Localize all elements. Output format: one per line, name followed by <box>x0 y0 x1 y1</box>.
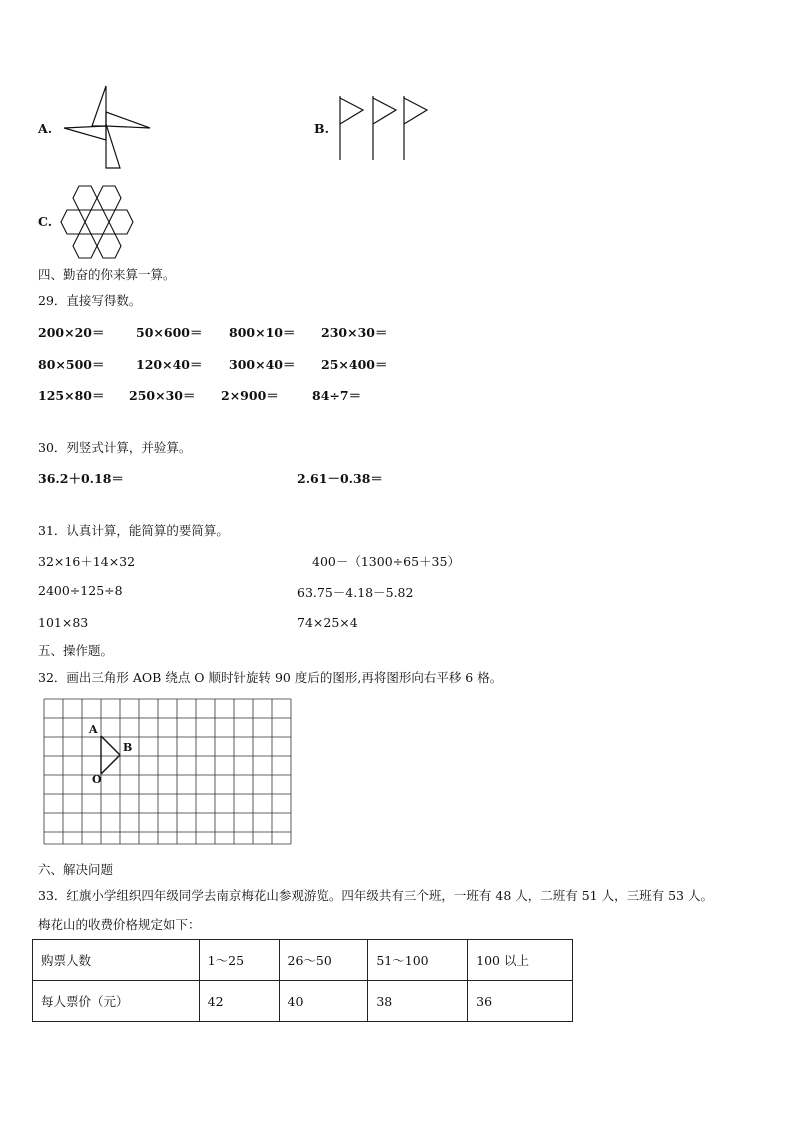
q29-item: 2×900＝ <box>221 388 279 403</box>
section-6-title: 六、解决问题 <box>38 862 114 877</box>
point-o-label: O <box>92 773 102 786</box>
drawing-grid[interactable] <box>43 698 298 846</box>
q29-title: 29．直接写得数。 <box>38 293 142 308</box>
section-5-title: 五、操作题。 <box>38 643 114 658</box>
table-cell: 40 <box>279 981 368 1022</box>
table-row <box>33 940 573 981</box>
flags-figure <box>335 94 435 162</box>
pinwheel-figure <box>60 84 155 176</box>
q33-subtitle: 梅花山的收费价格规定如下： <box>38 917 201 932</box>
q29-item: 800×10＝ <box>229 325 296 340</box>
q31-item: 400－（1300÷65＋35） <box>312 554 460 569</box>
option-b-label: B. <box>314 121 329 136</box>
table-cell: 42 <box>199 981 279 1022</box>
q30-title: 30．列竖式计算，并验算。 <box>38 440 192 455</box>
q30-item: 36.2＋0.18＝ <box>38 471 124 486</box>
q32-title: 32．画出三角形 AOB 绕点 O 顺时针旋转 90 度后的图形,再将图形向右平移 6 格。 <box>38 670 503 685</box>
q29-item: 120×40＝ <box>136 357 203 372</box>
triangle-side-ab <box>101 736 120 755</box>
option-a-label: A. <box>38 121 53 136</box>
q29-item: 125×80＝ <box>38 388 105 403</box>
q29-item: 250×30＝ <box>129 388 196 403</box>
table-cell: 26～50 <box>279 940 368 981</box>
table-cell: 购票人数 <box>33 940 200 981</box>
q29-item: 230×30＝ <box>321 325 388 340</box>
q29-item: 200×20＝ <box>38 325 105 340</box>
q31-item: 2400÷125÷8 <box>38 583 123 598</box>
q31-item: 74×25×4 <box>297 615 358 630</box>
table-cell: 38 <box>368 981 468 1022</box>
q33-title: 33．红旗小学组织四年级同学去南京梅花山参观游览。四年级共有三个班，一班有 48 人，二班有 51 人，三班有 53 人。 <box>38 888 713 903</box>
q29-item: 80×500＝ <box>38 357 105 372</box>
table-cell: 1～25 <box>199 940 279 981</box>
q30-item: 2.61－0.38＝ <box>297 471 383 486</box>
table-cell: 51～100 <box>368 940 468 981</box>
option-c-label: C. <box>38 214 53 229</box>
hexagons-figure <box>60 181 142 261</box>
point-a-label: A <box>89 723 98 736</box>
triangle-side-bo <box>101 755 120 774</box>
q31-item: 101×83 <box>38 615 89 630</box>
q29-item: 84÷7＝ <box>312 388 362 403</box>
q31-item: 32×16＋14×32 <box>38 554 136 569</box>
table-cell: 100 以上 <box>468 940 573 981</box>
table-cell: 每人票价（元） <box>33 981 200 1022</box>
q31-item: 63.75－4.18－5.82 <box>297 585 414 600</box>
table-cell: 36 <box>468 981 573 1022</box>
point-b-label: B <box>123 741 133 754</box>
price-table <box>32 939 573 1022</box>
table-row <box>33 981 573 1022</box>
q29-item: 300×40＝ <box>229 357 296 372</box>
q29-item: 25×400＝ <box>321 357 388 372</box>
q29-item: 50×600＝ <box>136 325 203 340</box>
q31-title: 31．认真计算，能简算的要简算。 <box>38 523 229 538</box>
section-4-title: 四、勤奋的你来算一算。 <box>38 267 176 282</box>
